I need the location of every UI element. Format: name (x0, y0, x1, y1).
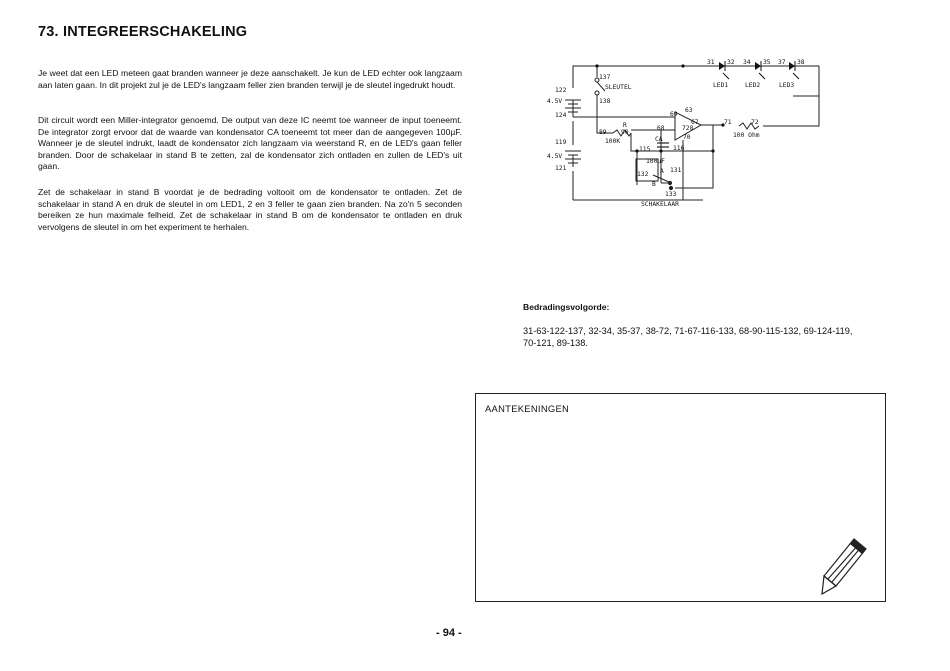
terminal-133: 133 (665, 191, 677, 198)
schakelaar-label: SCHAKELAAR (641, 201, 679, 208)
led3-label: LED3 (779, 82, 795, 89)
notes-box (475, 393, 886, 602)
circuit-diagram (533, 55, 833, 210)
led1-label: LED1 (713, 82, 729, 89)
terminal-116: 116 (673, 145, 685, 152)
resistor-r-label: R (623, 122, 627, 129)
terminal-72: 72 (751, 119, 759, 126)
terminal-70: 70 (683, 134, 691, 141)
terminal-63: 63 (685, 107, 693, 114)
terminal-138: 138 (599, 98, 611, 105)
terminal-67: 67 (691, 119, 699, 126)
page-title: 73. INTEGREERSCHAKELING (38, 24, 248, 40)
terminal-71: 71 (724, 119, 732, 126)
terminal-37: 37 (778, 59, 786, 66)
wiring-sequence: 31-63-122-137, 32-34, 35-37, 38-72, 71-67-116-133, 68-90-115-132, 69-124-119, 70-121, 89-138. (523, 326, 853, 349)
explanation-paragraph: Dit circuit wordt een Miller-integrator genoemd. De output van deze IC neemt toe wanneer de input toeneemt. De integrator zorgt ervoor dat de waarde van kondensator CA toeneemt tot meer dan de aangegeven 100µF. Wanneer je de sleutel indrukt, laadt de kondensator zich langzaam via weerstand R, en de LED's gaan feller branden. Door de schakelaar in stand B te zetten, zal de kondensator zich ontladen en zullen de LED's uit gaan. (38, 115, 462, 172)
sleutel-label: SLEUTEL (605, 84, 632, 91)
terminal-124: 124 (555, 112, 567, 119)
terminal-69: 69 (670, 111, 678, 118)
intro-paragraph: Je weet dat een LED meteen gaat branden wanneer je deze aanschakelt. Je kun de LED echter ook langzaam aan laten gaan. In dit projekt zul je de LED's langzaam feller zien branden terwijl je de sleutel ingedrukt houdt. (38, 68, 462, 90)
led1-icon (719, 62, 725, 70)
terminal-32: 32 (727, 59, 735, 66)
terminal-35: 35 (763, 59, 771, 66)
pencil-icon (814, 534, 874, 599)
terminal-89: 89 (599, 129, 607, 136)
page-number: - 94 - (436, 627, 462, 639)
terminal-137: 137 (599, 74, 611, 81)
led2-label: LED2 (745, 82, 761, 89)
switch-a-label: A (660, 168, 664, 175)
led3-icon (789, 62, 795, 70)
terminal-119: 119 (555, 139, 567, 146)
terminal-34: 34 (743, 59, 751, 66)
notes-label: AANTEKENINGEN (485, 403, 570, 414)
ic-label: 728 (682, 125, 694, 132)
terminal-121: 121 (555, 165, 567, 172)
terminal-131: 131 (670, 167, 682, 174)
switch-b-label: B (652, 181, 656, 188)
terminal-115: 115 (639, 146, 651, 153)
terminal-68: 68 (657, 125, 665, 132)
wiring-heading: Bedradingsvolgorde: (523, 302, 610, 312)
resistor-value: 100 Ohm (733, 132, 760, 139)
terminal-132: 132 (637, 171, 649, 178)
led2-icon (755, 62, 761, 70)
terminal-90: 90 (621, 129, 629, 136)
battery-top-label: 4.5V (547, 98, 563, 105)
terminal-31: 31 (707, 59, 715, 66)
terminal-122: 122 (555, 87, 567, 94)
battery-bottom-label: 4.5V (547, 153, 563, 160)
capacitor-label: CA (655, 136, 663, 143)
resistor-r-value: 100K (605, 138, 621, 145)
instructions-paragraph: Zet de schakelaar in stand B voordat je de bedrading voltooit om de kondensator te ontladen. Zet de schakelaar in stand A en druk de sleutel in om LED1, 2 en 3 feller te gaan zien branden. Na zo'n 5 seconden bereiken ze hun maximale felheid. Zet de schakelaar in stand B om de kondensator te ontladen en druk vervolgens de sleutel in om het experiment te herhalen. (38, 187, 462, 232)
terminal-38: 38 (797, 59, 805, 66)
capacitor-value: 100uF (646, 158, 665, 165)
